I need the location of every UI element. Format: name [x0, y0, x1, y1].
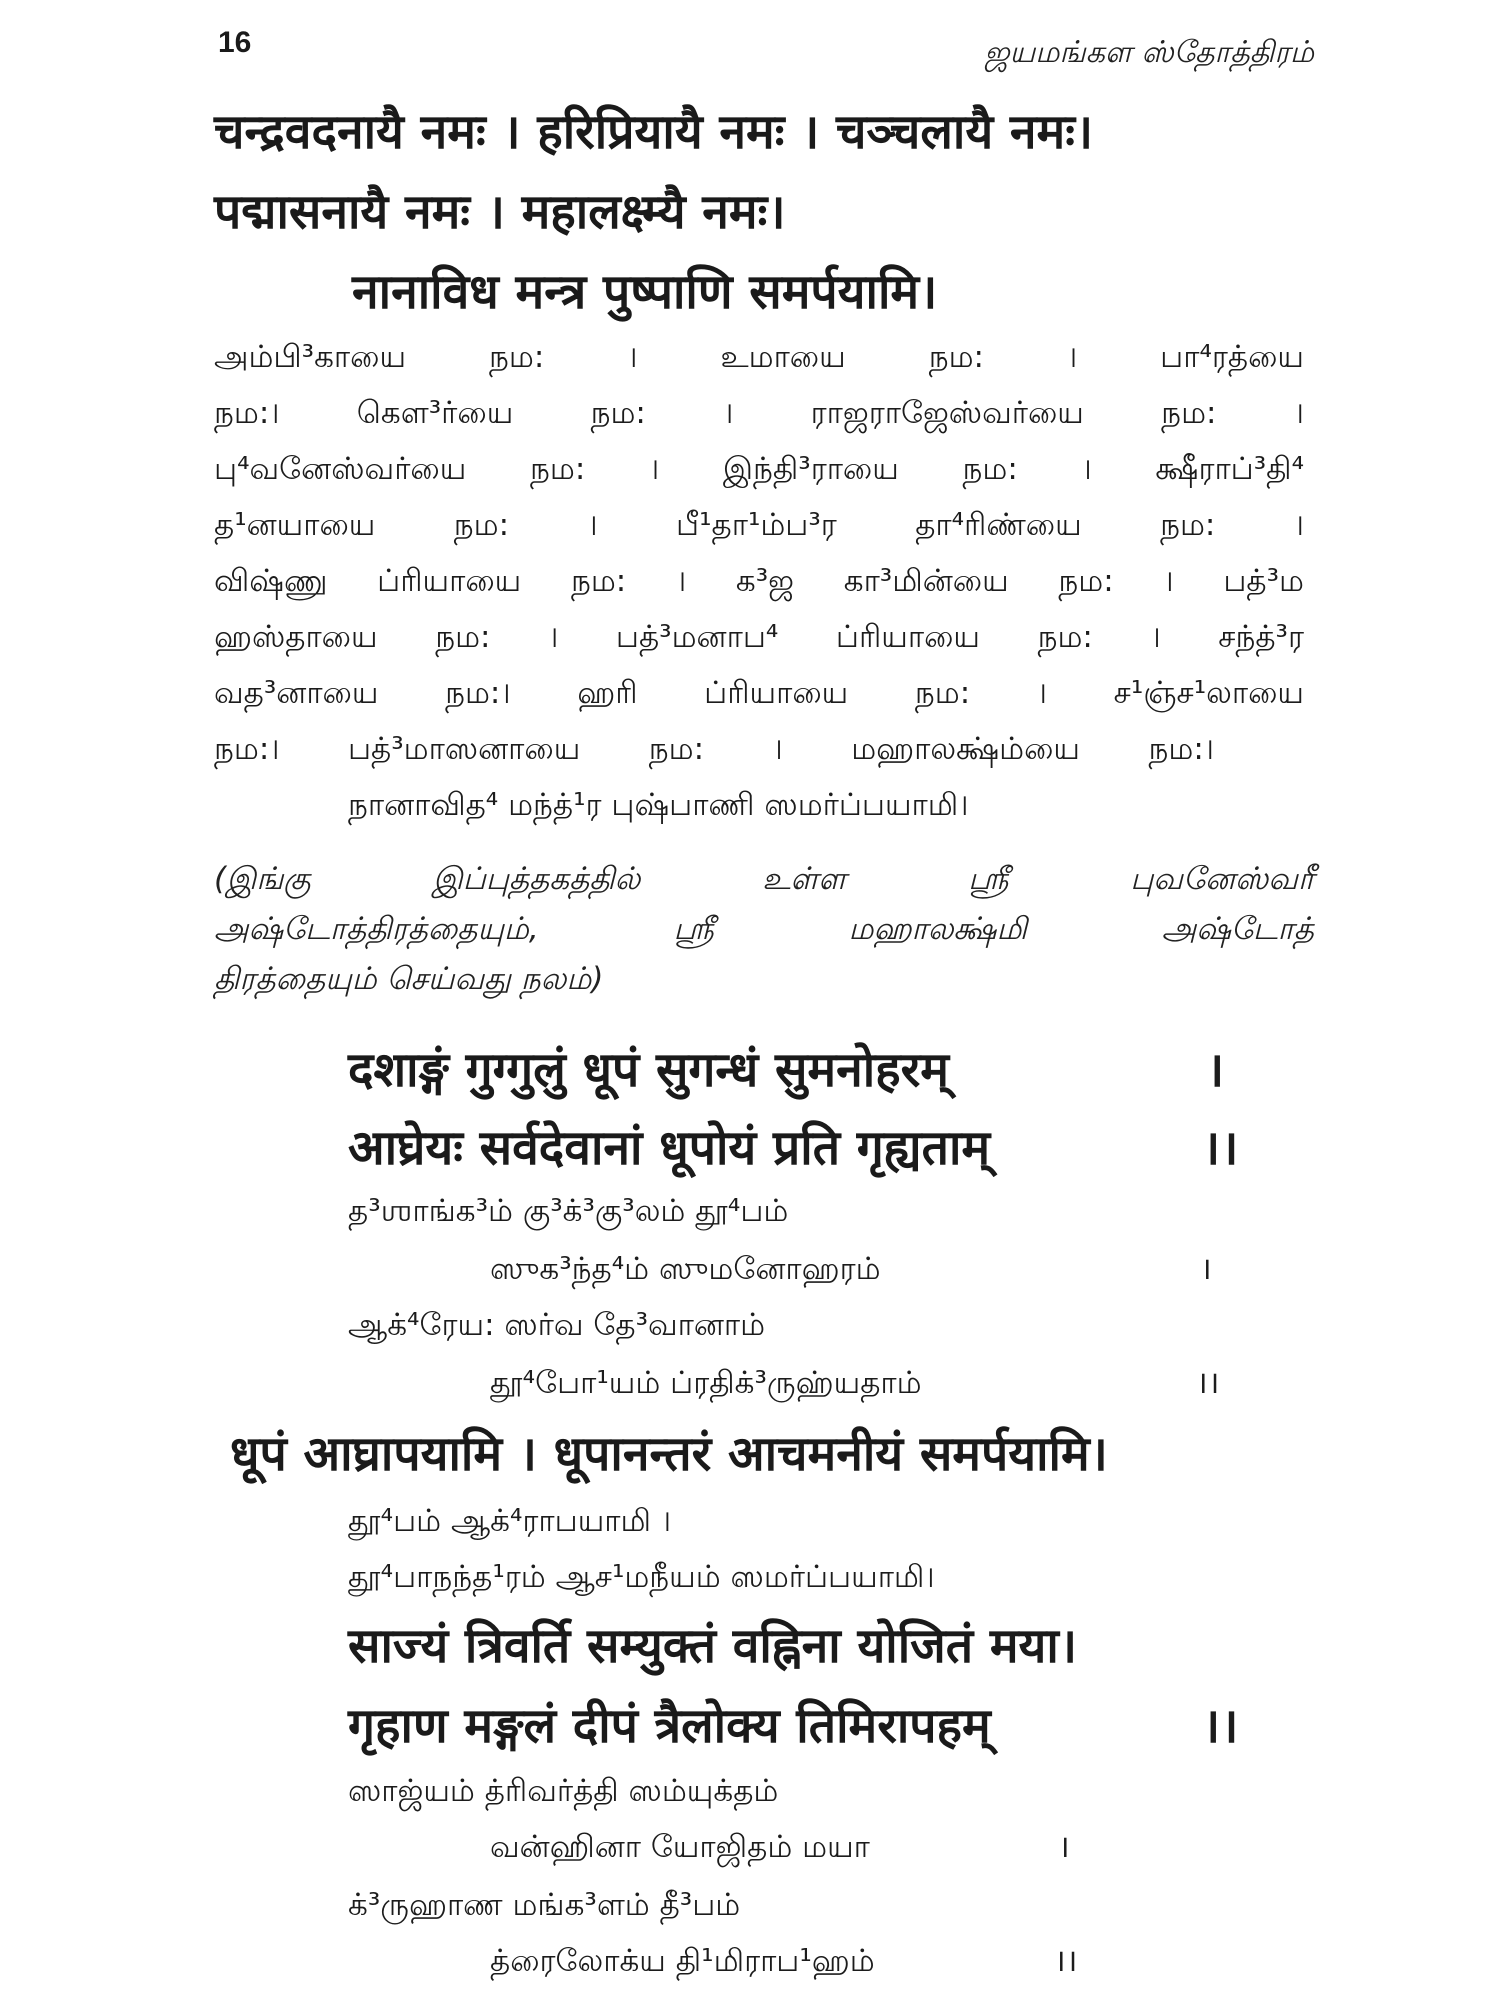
verse-bar: ।: [1200, 1251, 1212, 1287]
sanskrit-line: गृहाण मङ्गलं दीपं त्रैलोक्य तिमिरापहम्: [348, 1698, 991, 1754]
tamil-line: விஷ்ணு ப்ரியாயை நம: । க³ஜ கா³மின்யை நம: । பத்³ம: [214, 563, 1304, 599]
sanskrit-line: दशाङ्गं गुग्गुलुं धूपं सुगन्धं सुमनोहरम्: [348, 1042, 949, 1098]
tamil-line: வத³னாயை நம:। ஹரி ப்ரியாயை நம: । ச¹ஞ்ச¹லாயை: [214, 675, 1304, 711]
verse-bar: ।।: [1196, 1365, 1220, 1401]
tamil-line: ஹஸ்தாயை நம: । பத்³மனாப⁴ ப்ரியாயை நம: । சந்த்³ர: [214, 619, 1304, 655]
verse-bar: ।।: [1202, 1120, 1239, 1176]
tamil-line: த³ஶாங்க³ம் கு³க்³கு³லம் தூ⁴பம்: [348, 1193, 789, 1229]
tamil-line: த்ரைலோக்ய தி¹மிராப¹ஹம்: [490, 1943, 875, 1979]
tamil-line: தூ⁴பாநந்த¹ரம் ஆச¹மநீயம் ஸமர்ப்பயாமி।: [348, 1559, 935, 1595]
note-line: (இங்கு இப்புத்தகத்தில் உள்ள ஸ்ரீ புவனேஸ்வரீ: [214, 861, 1314, 897]
verse-bar: ।।: [1202, 1698, 1239, 1754]
page-number: 16: [218, 26, 252, 59]
running-header-title: ஜயமங்கள ஸ்தோத்திரம்: [984, 35, 1314, 70]
tamil-line: ஸாஜ்யம் த்ரிவர்த்தி ஸம்யுக்தம்: [348, 1773, 779, 1809]
tamil-line: நானாவித⁴ மந்த்¹ர புஷ்பாணி ஸமர்ப்பயாமி।: [348, 787, 969, 823]
sanskrit-line: साज्यं त्रिवर्ति सम्युक्तं वह्निना योजितं मया।: [348, 1618, 1078, 1674]
tamil-line: நம:। பத்³மாஸனாயை நம: । மஹாலக்ஷ்ம்யை நம:।: [214, 731, 1214, 767]
sanskrit-line: चन्द्रवदनायै नमः । हरिप्रियायै नमः । चञ्चलायै नमः।: [214, 104, 1094, 160]
tamil-line: ஆக்⁴ரேய: ஸர்வ தே³வானாம்: [348, 1307, 766, 1343]
tamil-line: பு⁴வனேஸ்வர்யை நம: । இந்தி³ராயை நம: । க்ஷீராப்³தி⁴: [214, 451, 1304, 487]
sanskrit-line: पद्मासनायै नमः । महालक्ष्म्यै नमः।: [214, 184, 786, 240]
note-line: அஷ்டோத்திரத்தையும், ஸ்ரீ மஹாலக்ஷ்மி அஷ்டோத்: [214, 911, 1314, 947]
tamil-line: நம:। கௌ³ர்யை நம: । ராஜராஜேஸ்வர்யை நம: ।: [214, 395, 1304, 431]
verse-bar: ।।: [1054, 1943, 1078, 1979]
verse-bar: ।: [1206, 1042, 1225, 1098]
sanskrit-line: धूपं आघ्रापयामि । धूपानन्तरं आचमनीयं समर्पयामि।: [230, 1426, 1108, 1482]
tamil-line: அம்பி³காயை நம: । உமாயை நம: । பா⁴ரத்யை: [214, 339, 1304, 375]
note-line: திரத்தையும் செய்வது நலம்): [214, 961, 604, 997]
tamil-line: த¹னயாயை நம: । பீ¹தா¹ம்ப³ர தா⁴ரிண்யை நம: ।: [214, 507, 1304, 543]
tamil-line: தூ⁴பம் ஆக்⁴ராபயாமி ।: [348, 1503, 672, 1539]
tamil-line: ஸுக³ந்த⁴ம் ஸுமனோஹரம்: [490, 1251, 881, 1287]
verse-bar: ।: [1058, 1829, 1070, 1865]
sanskrit-line: आघ्रेयः सर्वदेवानां धूपोयं प्रति गृह्यताम्: [348, 1120, 991, 1176]
tamil-line: தூ⁴போ¹யம் ப்ரதிக்³ருஹ்யதாம்: [490, 1365, 922, 1401]
sanskrit-line: नानाविध मन्त्र पुष्पाणि समर्पयामि।: [352, 264, 938, 320]
tamil-line: வன்ஹினா யோஜிதம் மயா: [490, 1829, 870, 1865]
tamil-line: க்³ருஹாண மங்க³ளம் தீ³பம்: [348, 1887, 741, 1923]
